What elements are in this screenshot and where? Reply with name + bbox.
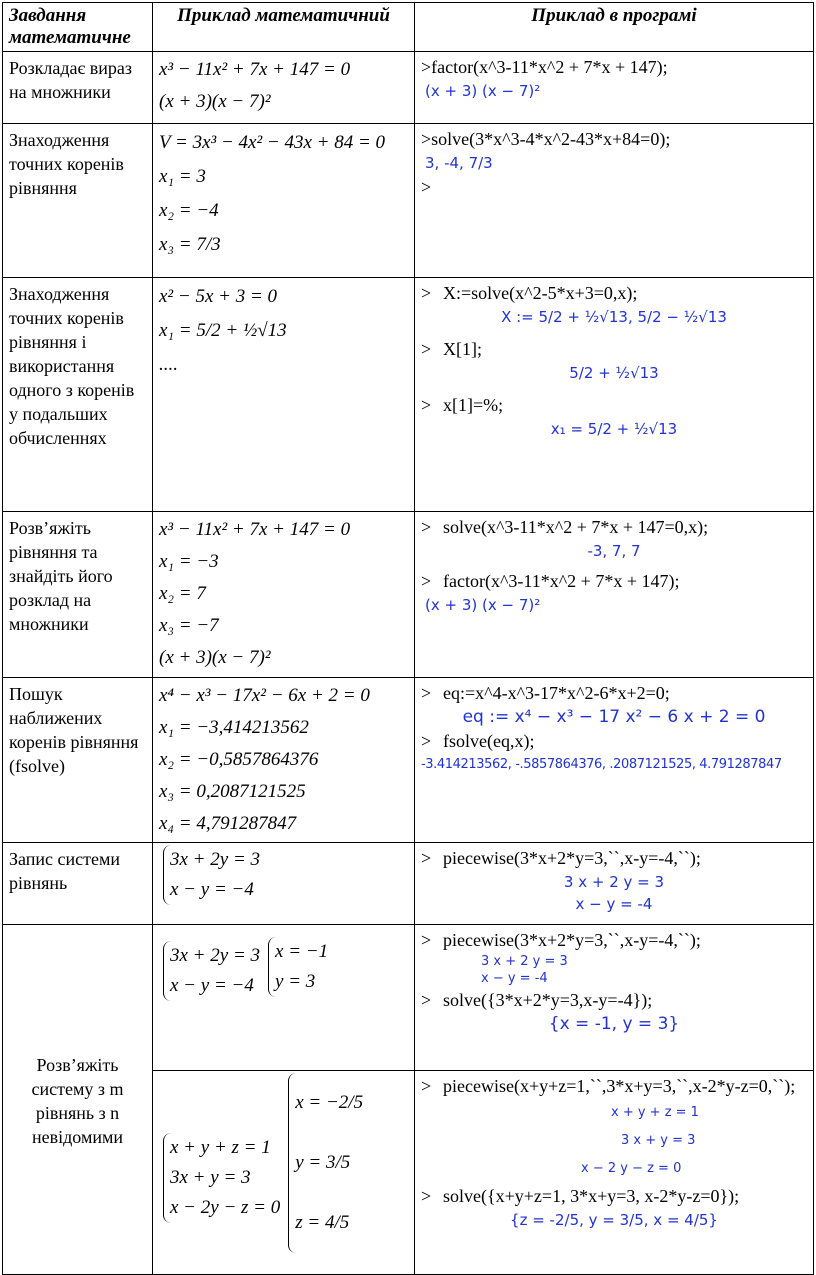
math-line: y = 3 [275, 971, 316, 992]
math-line: x₄ = 4,791287847 [159, 813, 297, 834]
task-cell: Розв’яжіть рівняння та знайдіть його розклад на множники [3, 512, 153, 678]
table-row [3, 925, 814, 1071]
math-line: .... [159, 354, 178, 375]
program-cell [415, 278, 814, 512]
table-row [3, 512, 814, 678]
math-line: x₂ = −0,5857864376 [159, 749, 319, 770]
math-line: y = 3/5 [295, 1152, 351, 1173]
program-cell [415, 925, 814, 1071]
prompt-symbol: > [421, 990, 432, 1010]
math-line: 3x + y = 3 [170, 1167, 251, 1188]
math-line: (x + 3)(x − 7)² [159, 647, 271, 668]
maple-output: x − 2 y − z = 0 [581, 1161, 682, 1176]
system-brace [163, 1133, 280, 1223]
math-line: z = 4/5 [295, 1212, 350, 1233]
math-cell [153, 512, 415, 678]
math-line: x₁ = −3 [159, 551, 219, 572]
header-math-example: Приклад математичний [153, 3, 415, 52]
math-line: x + y + z = 1 [170, 1137, 271, 1158]
program-cell [415, 124, 814, 278]
maple-output: {z = -2/5, y = 3/5, x = 4/5} [510, 1211, 718, 1229]
math-line: x − y = −4 [170, 879, 254, 900]
code-line: > solve(x^3-11*x^2 + 7*x + 147=0,x); [421, 514, 807, 540]
code-line: >factor(x^3-11*x^2 + 7*x + 147); [421, 57, 668, 77]
code-line: > solve({x+y+z=1, 3*x+y=3, x-2*y-z=0}); [421, 1183, 807, 1209]
task-cell: Знаходження точних коренів рівняння і використання одного з коренів у подальших обчисленнях [3, 278, 153, 512]
math-line: x₁ = −3,414213562 [159, 717, 309, 738]
header-row [3, 3, 814, 52]
system-brace [288, 1073, 363, 1253]
code-line: > fsolve(eq,x); [421, 728, 807, 754]
table-row [3, 124, 814, 278]
program-cell [415, 843, 814, 925]
code-line: > piecewise(3*x+2*y=3,``,x-y=-4,``); [421, 927, 807, 953]
math-line: x₃ = 7/3 [159, 234, 221, 255]
math-line: x³ − 11x² + 7x + 147 = 0 [159, 59, 351, 80]
prompt-symbol: > [421, 683, 432, 703]
maple-output: x − y = -4 [575, 895, 653, 913]
math-line: x = −1 [275, 941, 329, 962]
table-row [3, 278, 814, 512]
math-line: x₃ = −7 [159, 615, 219, 636]
maple-output: (x + 3) (x − 7)² [425, 596, 541, 614]
code-line: > solve({3*x+2*y=3,x-y=-4}); [421, 987, 807, 1013]
prompt-symbol: > [421, 339, 432, 359]
system-brace [163, 845, 260, 905]
math-line: 3x + 2y = 3 [170, 849, 261, 870]
maple-output: 3 x + y = 3 [621, 1133, 696, 1148]
math-cell [153, 278, 415, 512]
task-cell: Розв’яжіть систему з m рівнянь з n невідомими [3, 925, 153, 1275]
code-line: > X[1]; [421, 336, 807, 362]
program-cell [415, 1071, 814, 1275]
math-line: x³ − 11x² + 7x + 147 = 0 [159, 519, 351, 540]
maple-output: x + y + z = 1 [611, 1105, 699, 1120]
math-line: x₁ = 5/2 + ½√13 [159, 320, 287, 341]
code-line: > X:=solve(x^2-5*x+3=0,x); [421, 280, 807, 306]
maple-output: X := 5/2 + ½√13, 5/2 − ½√13 [501, 308, 727, 326]
code-line: > eq:=x^4-x^3-17*x^2-6*x+2=0; [421, 680, 807, 706]
code-line: > factor(x^3-11*x^2 + 7*x + 147); [421, 568, 807, 594]
system-brace [163, 941, 260, 1001]
maple-output: 3, -4, 7/3 [425, 154, 493, 172]
math-line: x₂ = −4 [159, 200, 219, 221]
task-cell: Пошук наближених коренів рівняння (fsolve) [3, 678, 153, 843]
table-row [3, 678, 814, 843]
maple-output: eq := x⁴ − x³ − 17 x² − 6 x + 2 = 0 [462, 707, 766, 727]
math-line: x₁ = 3 [159, 166, 206, 187]
math-cell [153, 1071, 415, 1275]
math-line: x = −2/5 [295, 1092, 364, 1113]
prompt-symbol: > [421, 1186, 432, 1206]
math-cell [153, 124, 415, 278]
maple-output: -3, 7, 7 [587, 542, 641, 560]
task-cell: Знаходження точних коренів рівняння [3, 124, 153, 278]
math-line: x₂ = 7 [159, 583, 206, 604]
task-cell: Розкладає вираз на множники [3, 52, 153, 124]
task-cell: Запис системи рівнянь [3, 843, 153, 925]
prompt-symbol: > [421, 930, 432, 950]
code-line: > piecewise(x+y+z=1,``,3*x+y=3,``,x-2*y-z=0,``); [421, 1073, 807, 1099]
math-cell [153, 925, 415, 1071]
prompt-symbol: > [421, 571, 432, 591]
math-line: x − y = −4 [170, 975, 254, 996]
prompt-symbol: > [421, 1076, 432, 1096]
prompt-symbol: > [421, 517, 432, 537]
maple-output: x₁ = 5/2 + ½√13 [550, 420, 678, 438]
math-line: x − 2y − z = 0 [170, 1197, 281, 1218]
prompt-symbol: > [421, 283, 432, 303]
math-line: x² − 5x + 3 = 0 [159, 286, 278, 307]
math-cell [153, 678, 415, 843]
maple-output: 5/2 + ½√13 [569, 364, 659, 382]
maple-output: 3 x + 2 y = 3 [481, 954, 568, 969]
maple-output: 3 x + 2 y = 3 [563, 873, 665, 891]
maple-output: (x + 3) (x − 7)² [425, 82, 541, 100]
code-line: > piecewise(3*x+2*y=3,``,x-y=-4,``); [421, 845, 807, 871]
maple-output: x − y = -4 [481, 971, 548, 986]
math-cell [153, 52, 415, 124]
table-row [3, 843, 814, 925]
math-line: 3x + 2y = 3 [170, 945, 261, 966]
code-line: >solve(3*x^3-4*x^2-43*x+84=0); [421, 129, 671, 149]
header-program-example: Приклад в програмі [415, 3, 814, 52]
code-line: > x[1]=%; [421, 392, 807, 418]
program-cell [415, 512, 814, 678]
math-line: x⁴ − x³ − 17x² − 6x + 2 = 0 [159, 685, 370, 706]
prompt-symbol: > [421, 731, 432, 751]
prompt-symbol: > [421, 848, 432, 868]
program-cell [415, 52, 814, 124]
header-task: Завдання математичне [3, 3, 153, 52]
math-line: V = 3x³ − 4x² − 43x + 84 = 0 [159, 132, 386, 153]
code-line: > [421, 177, 432, 197]
math-line: x₃ = 0,2087121525 [159, 781, 306, 802]
system-brace [268, 937, 328, 997]
table-row [3, 52, 814, 124]
prompt-symbol: > [421, 395, 432, 415]
math-cell [153, 843, 415, 925]
maple-output: -3.414213562, -.5857864376, .2087121525, 4.791287847 [421, 757, 782, 772]
math-table [2, 2, 814, 1275]
program-cell [415, 678, 814, 843]
math-line: (x + 3)(x − 7)² [159, 91, 271, 112]
maple-output: {x = -1, y = 3} [548, 1014, 680, 1034]
